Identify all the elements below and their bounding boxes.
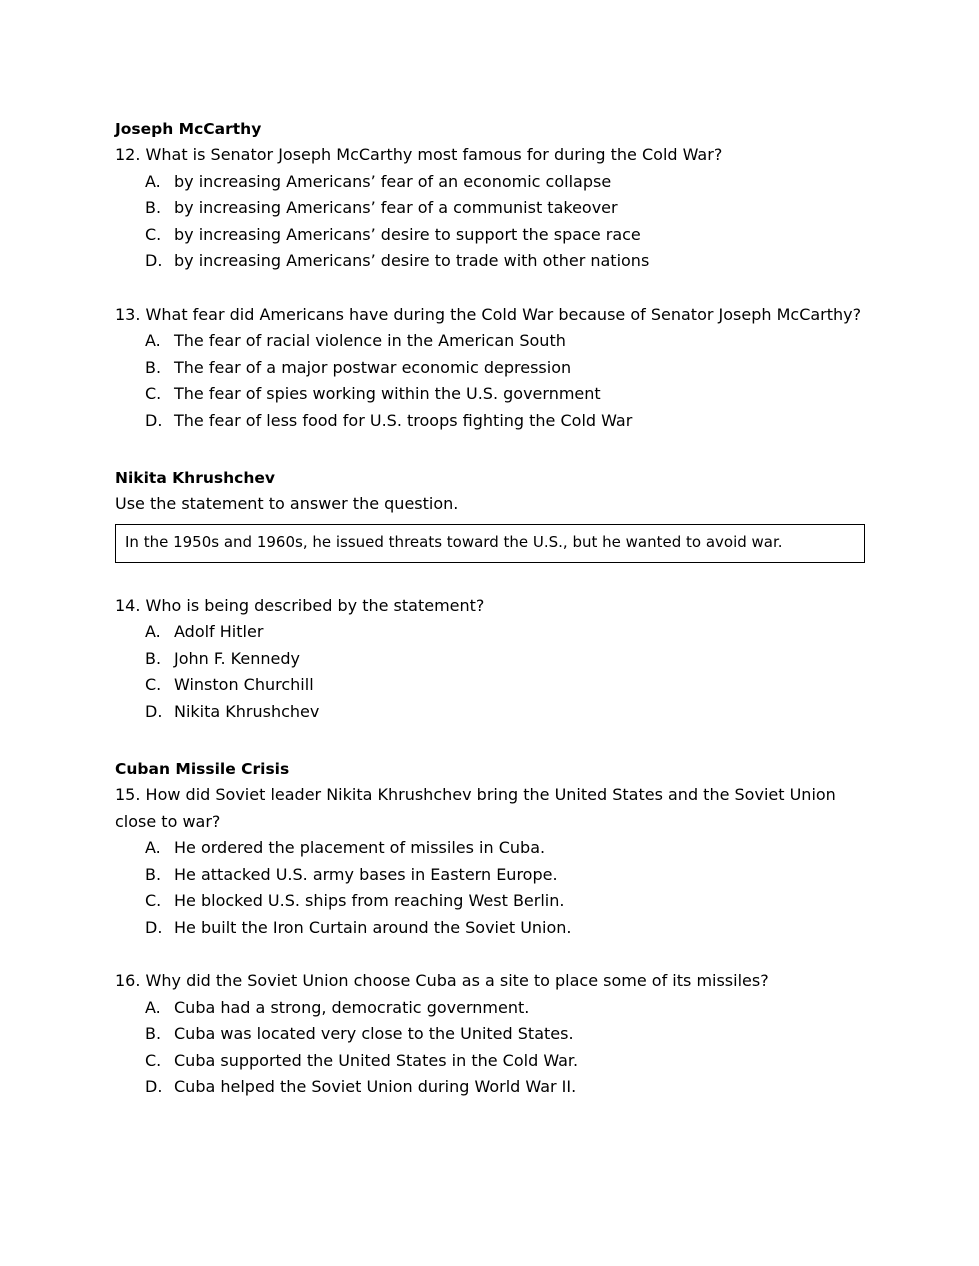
question-prompt: How did Soviet leader Nikita Khrushchev bring the United States and the Soviet Union close to war?	[115, 785, 836, 831]
choice-letter: A.	[145, 171, 161, 191]
choice-letter: C.	[145, 1050, 162, 1070]
choice-letter: B.	[145, 648, 162, 668]
choice-12-d	[145, 248, 865, 275]
question-16-text	[115, 968, 865, 995]
question-15-text	[115, 782, 865, 835]
choice-letter: A.	[145, 997, 161, 1017]
choice-letter: A.	[145, 331, 161, 350]
question-prompt: What fear did Americans have during the Cold War because of Senator Joseph McCarthy?	[145, 304, 862, 324]
choice-12-b	[145, 195, 865, 222]
question-number: 15.	[115, 785, 141, 804]
choice-text: by increasing Americans’ desire to support the space race	[174, 224, 641, 244]
choice-text: Cuba supported the United States in the Cold War.	[174, 1050, 579, 1070]
choice-15-c	[145, 888, 865, 915]
question-12-text	[115, 142, 865, 169]
question-12-choices	[145, 169, 865, 275]
question-12	[115, 142, 865, 275]
choice-letter: C.	[145, 675, 162, 694]
choice-15-d	[145, 915, 865, 942]
choice-text: Adolf Hitler	[174, 622, 264, 641]
choice-letter: B.	[145, 357, 162, 377]
choice-letter: B.	[145, 864, 162, 884]
choice-16-a	[145, 995, 865, 1022]
question-14-text	[115, 593, 865, 620]
choice-text: He ordered the placement of missiles in Cuba.	[174, 838, 546, 857]
choice-text: The fear of racial violence in the American South	[174, 331, 566, 350]
choice-text: He blocked U.S. ships from reaching West Berlin.	[174, 891, 565, 910]
choice-14-b	[145, 646, 865, 673]
section-joseph-mccarthy	[115, 116, 865, 434]
choice-text: by increasing Americans’ desire to trade with other nations	[174, 251, 650, 270]
choice-15-b	[145, 862, 865, 889]
question-13	[115, 302, 865, 435]
choice-letter: C.	[145, 891, 162, 910]
choice-text: He built the Iron Curtain around the Soviet Union.	[174, 917, 572, 937]
question-15-choices	[145, 835, 865, 941]
choice-letter: D.	[145, 251, 163, 270]
choice-letter: C.	[145, 384, 162, 403]
section-heading: Joseph McCarthy	[115, 120, 262, 138]
choice-13-c	[145, 381, 865, 408]
question-number: 14.	[115, 595, 141, 615]
choice-13-d	[145, 408, 865, 435]
question-16	[115, 968, 865, 1101]
section-heading: Nikita Khrushchev	[115, 469, 275, 487]
choice-text: The fear of less food for U.S. troops fighting the Cold War	[174, 410, 633, 430]
choice-13-a	[145, 328, 865, 355]
choice-letter: D.	[145, 1077, 163, 1096]
question-13-text	[115, 302, 865, 329]
choice-text: by increasing Americans’ fear of an economic collapse	[174, 171, 612, 191]
choice-letter: D.	[145, 701, 163, 721]
choice-letter: A.	[145, 622, 161, 641]
choice-text: Winston Churchill	[174, 675, 314, 694]
question-prompt: What is Senator Joseph McCarthy most famous for during the Cold War?	[145, 145, 723, 164]
question-16-choices	[145, 995, 865, 1101]
choice-12-a	[145, 169, 865, 196]
choice-text: by increasing Americans’ fear of a communist takeover	[174, 198, 618, 217]
statement-box: In the 1950s and 1960s, he issued threats toward the U.S., but he wanted to avoid war.	[115, 524, 865, 563]
choice-text: The fear of a major postwar economic depression	[174, 357, 572, 377]
choice-letter: D.	[145, 410, 163, 430]
choice-text: John F. Kennedy	[174, 648, 300, 668]
question-13-choices	[145, 328, 865, 434]
statement-instruction: Use the statement to answer the question.	[115, 494, 459, 513]
question-14-choices	[145, 619, 865, 725]
choice-text: The fear of spies working within the U.S. government	[174, 384, 601, 403]
choice-16-d	[145, 1074, 865, 1101]
choice-text: He attacked U.S. army bases in Eastern Europe.	[174, 864, 558, 884]
section-nikita-khrushchev	[115, 465, 865, 725]
section-heading: Cuban Missile Crisis	[115, 760, 290, 778]
question-15	[115, 782, 865, 941]
choice-12-c	[145, 222, 865, 249]
choice-14-a	[145, 619, 865, 646]
question-14	[115, 593, 865, 726]
choice-16-b	[145, 1021, 865, 1048]
choice-16-c	[145, 1048, 865, 1075]
question-prompt: Who is being described by the statement?	[145, 595, 485, 615]
choice-letter: B.	[145, 1024, 162, 1043]
choice-text: Cuba helped the Soviet Union during World War II.	[174, 1077, 577, 1096]
choice-letter: C.	[145, 224, 162, 244]
choice-letter: D.	[145, 917, 163, 937]
choice-14-d	[145, 699, 865, 726]
choice-13-b	[145, 355, 865, 382]
choice-letter: A.	[145, 838, 161, 857]
choice-14-c	[145, 672, 865, 699]
choice-text: Nikita Khrushchev	[174, 701, 320, 721]
choice-text: Cuba was located very close to the United States.	[174, 1024, 574, 1043]
question-prompt: Why did the Soviet Union choose Cuba as a site to place some of its missiles?	[145, 971, 769, 990]
choice-letter: B.	[145, 198, 162, 217]
question-number: 16.	[115, 971, 141, 990]
choice-text: Cuba had a strong, democratic government.	[174, 997, 530, 1017]
section-cuban-missile-crisis	[115, 756, 865, 1101]
question-number: 13.	[115, 304, 141, 324]
question-number: 12.	[115, 145, 141, 164]
choice-15-a	[145, 835, 865, 862]
